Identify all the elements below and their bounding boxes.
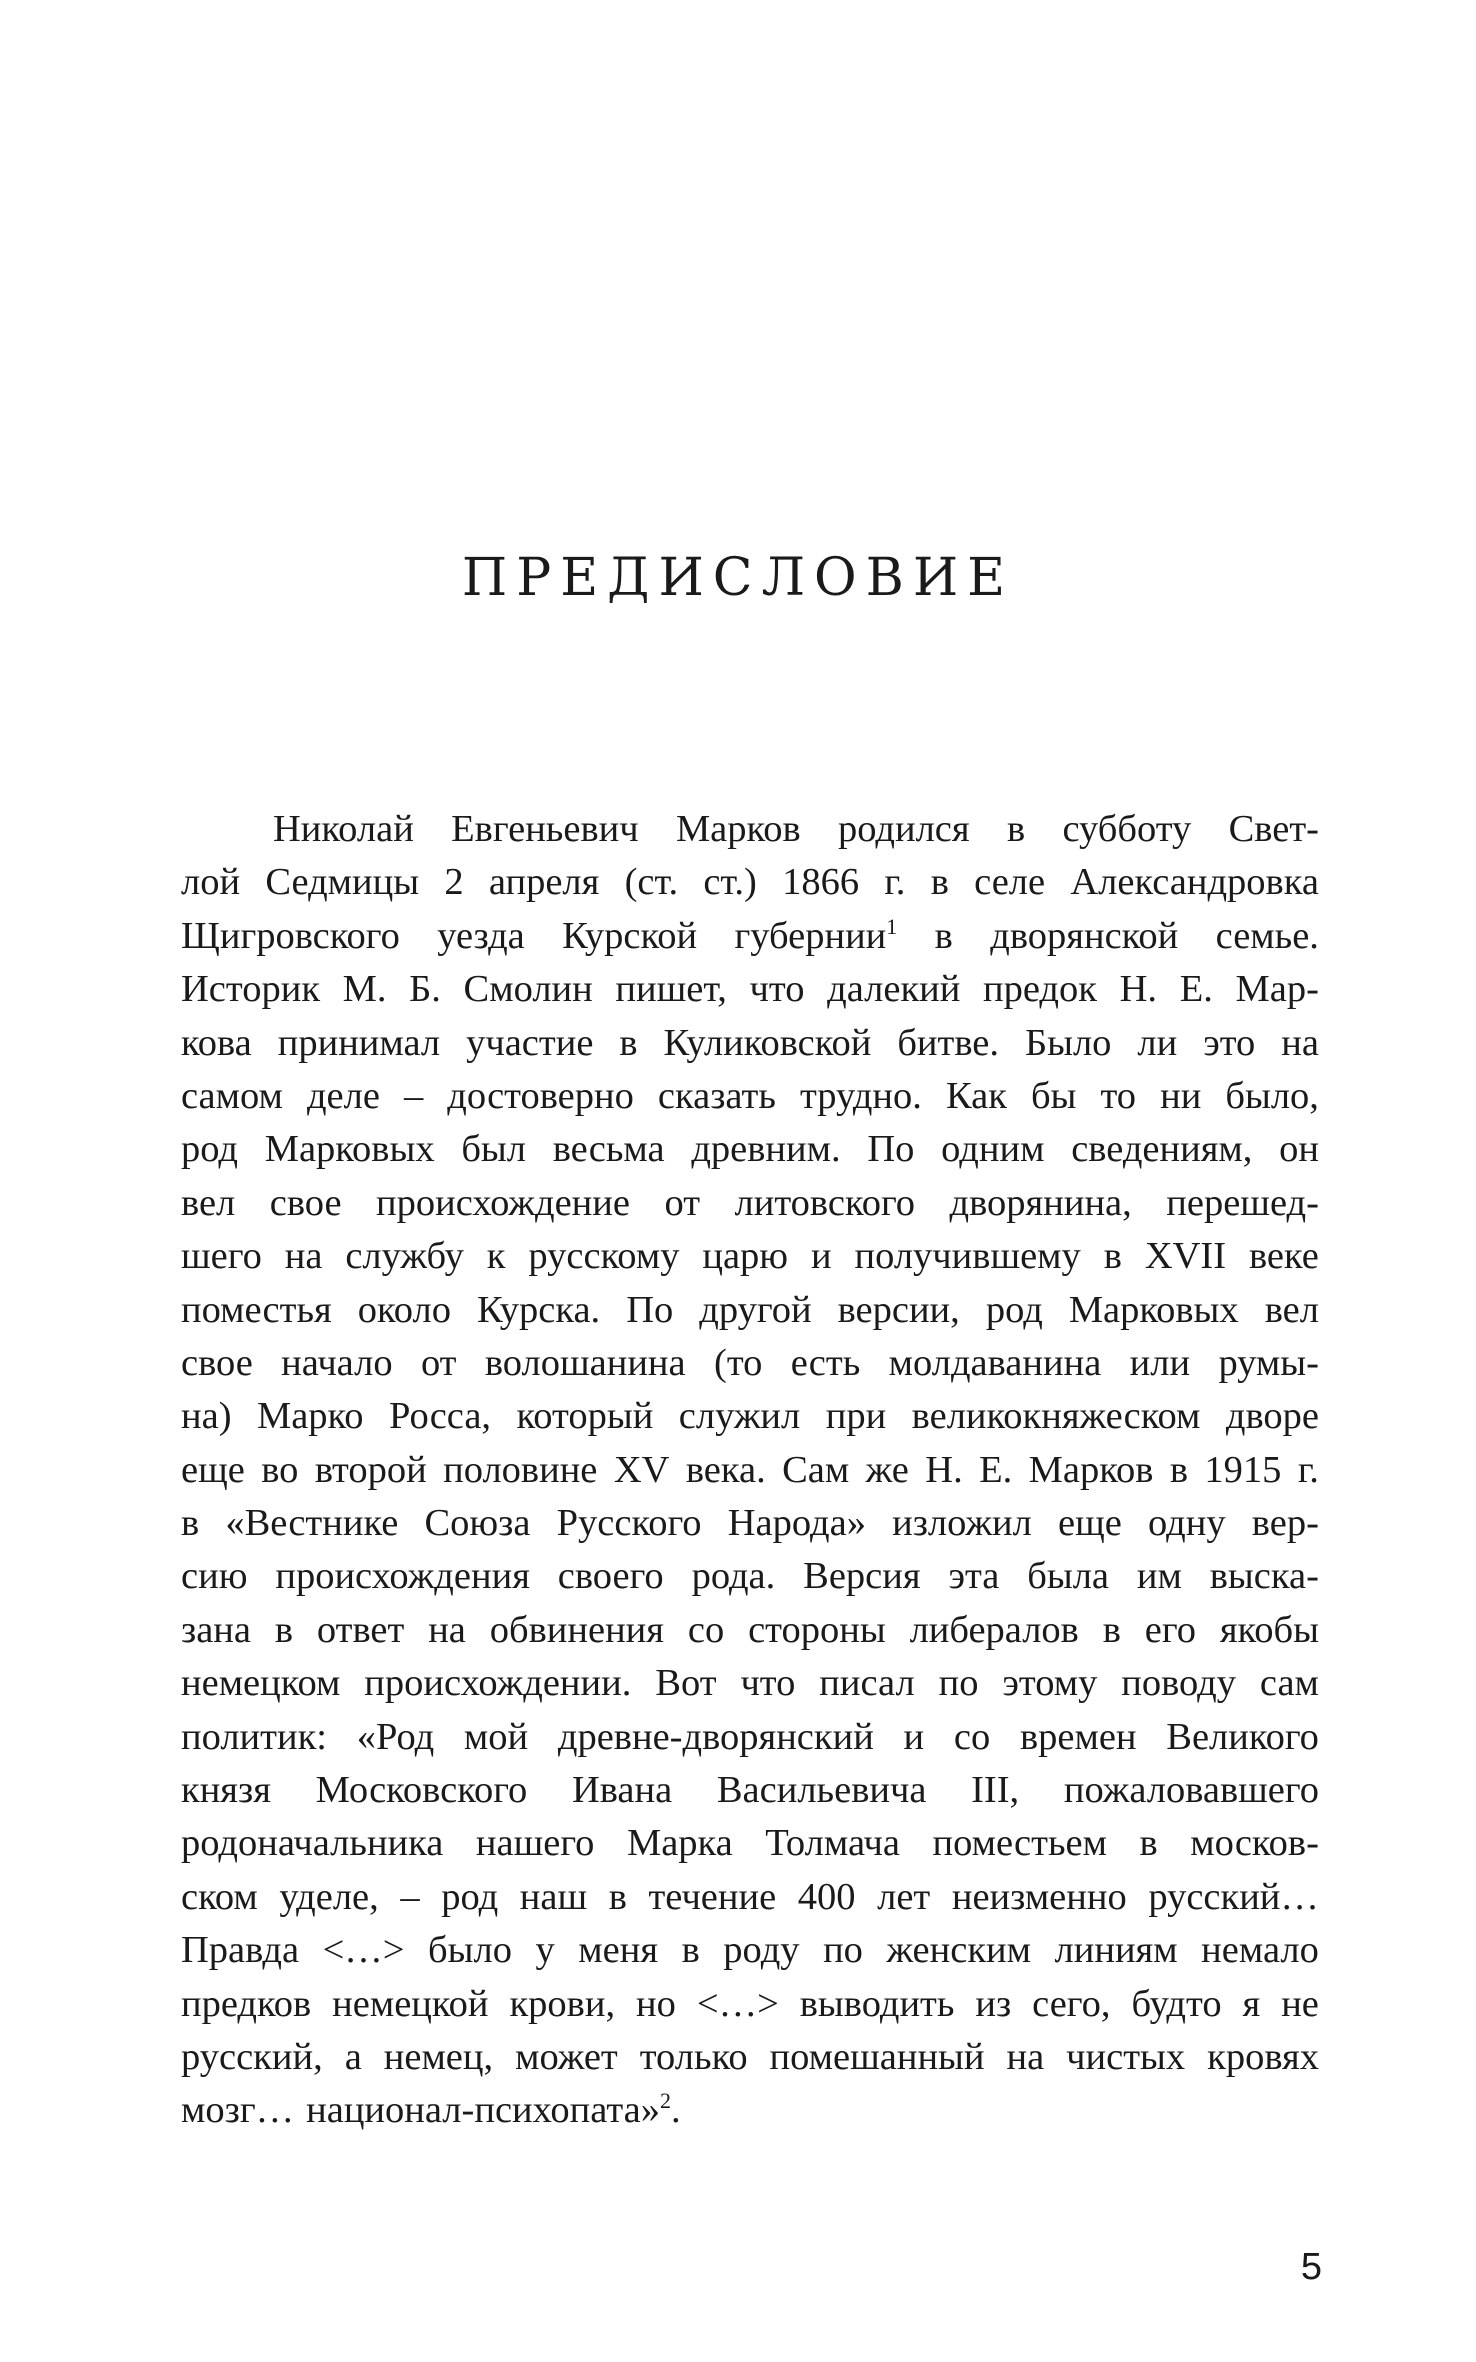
word: «Вестнике: [225, 1502, 399, 1545]
final-period: .: [671, 2089, 681, 2132]
word: русскому: [528, 1235, 680, 1278]
word: в: [1103, 1235, 1122, 1278]
text-line: [181, 1444, 1319, 1497]
text-line: [181, 1070, 1319, 1123]
word: службу: [345, 1235, 464, 1278]
text-line: [181, 1871, 1319, 1924]
word: Марковых: [1068, 1288, 1239, 1331]
word: в: [1169, 1448, 1189, 1491]
word: от: [420, 1341, 457, 1384]
word: это: [1203, 1021, 1256, 1064]
word: Марко: [256, 1395, 364, 1438]
word: ст.): [703, 861, 757, 904]
word: предок: [983, 968, 1097, 1011]
word: то: [1100, 1074, 1137, 1117]
word: получившему: [854, 1235, 1081, 1278]
text-line: [181, 1017, 1319, 1070]
word: «Род: [356, 1715, 435, 1758]
word: сего,: [1032, 1982, 1111, 2025]
word: не: [1281, 1982, 1319, 2025]
word: в: [181, 1502, 200, 1545]
word: Марков: [1028, 1448, 1154, 1491]
word: либералов: [909, 1608, 1079, 1651]
word: Народа»: [727, 1502, 866, 1545]
word: на: [428, 1608, 466, 1651]
word: при: [825, 1395, 887, 1438]
word: Союза: [424, 1502, 531, 1545]
word: род: [181, 1128, 238, 1171]
text-line: [181, 1337, 1319, 1390]
word: достоверно: [447, 1074, 634, 1117]
word: происхождении.: [364, 1662, 632, 1705]
word: 1915: [1204, 1448, 1282, 1491]
footnote-ref-2[interactable]: 2: [660, 2088, 671, 2114]
word: трудно.: [799, 1074, 922, 1117]
word: сию: [181, 1555, 248, 1598]
word: Смолин: [463, 968, 593, 1011]
word: Марка: [626, 1822, 733, 1865]
word: предков: [181, 1982, 312, 2025]
word: шего: [181, 1235, 262, 1278]
word: уезда: [437, 914, 525, 957]
word: г.: [884, 861, 906, 904]
word: царю: [702, 1235, 789, 1278]
word: который: [516, 1395, 654, 1438]
word: Сам: [782, 1448, 850, 1491]
word: женским: [886, 1929, 1031, 1972]
word: меня: [578, 1929, 659, 1972]
word: в: [608, 1875, 627, 1918]
word: кровях: [1207, 2035, 1319, 2078]
word: Версия: [803, 1555, 921, 1598]
word: национал-психопата»$^2$.: [306, 2088, 681, 2132]
text-line: [181, 803, 1319, 856]
word: только: [639, 2035, 748, 2078]
word: что: [749, 968, 805, 1011]
word: сведениям,: [1071, 1128, 1253, 1171]
word: <…>: [696, 1982, 779, 2025]
word: сказать: [657, 1074, 776, 1117]
word: в: [274, 1608, 294, 1651]
word: древне-дворянский: [557, 1715, 874, 1758]
word: (то: [714, 1341, 763, 1384]
word: немецкой: [332, 1982, 489, 2025]
word: вер-: [1251, 1502, 1319, 1545]
text-line: [181, 1764, 1319, 1817]
word: бы: [1030, 1074, 1077, 1117]
word: далекий: [827, 968, 961, 1011]
text-line: [181, 1284, 1319, 1337]
word: великокняжеском: [911, 1395, 1201, 1438]
text-line: [181, 1604, 1319, 1657]
word: или: [1129, 1341, 1191, 1384]
word: выска-: [1209, 1555, 1319, 1598]
word: веке: [1248, 1235, 1319, 1278]
word: половине: [443, 1448, 598, 1491]
word: а: [344, 2035, 362, 2078]
word: семье.: [1215, 914, 1319, 957]
word: III,: [971, 1769, 1020, 1812]
word: политик:: [181, 1715, 327, 1758]
text-line: [181, 1817, 1319, 1870]
word: род: [441, 1875, 499, 1918]
word: происхождения: [275, 1555, 530, 1598]
word: Курска.: [476, 1288, 601, 1331]
text-line: [181, 1711, 1319, 1764]
word: Щигровского: [181, 914, 400, 957]
text-line: [181, 1497, 1319, 1550]
word: крови,: [509, 1982, 616, 2025]
word: По: [867, 1128, 915, 1171]
word: около: [357, 1288, 451, 1331]
word: но: [636, 1982, 676, 2025]
word: Русского: [556, 1502, 702, 1545]
word: Е.: [979, 1448, 1013, 1491]
word: в: [1139, 1822, 1158, 1865]
word: Васильевича: [716, 1769, 927, 1812]
text-line: [181, 1550, 1319, 1603]
word: его: [1144, 1608, 1196, 1651]
word: апреля: [488, 861, 600, 904]
word: Свет-: [1228, 808, 1319, 850]
word: и: [810, 1235, 832, 1278]
word: кова: [181, 1021, 252, 1064]
word: лет: [877, 1875, 931, 1918]
word: молдаванина: [888, 1341, 1102, 1384]
word: Седмицы: [265, 861, 420, 904]
word: волошанина: [484, 1341, 686, 1384]
word: XV: [613, 1448, 670, 1491]
word: зана: [181, 1608, 251, 1651]
word: к: [486, 1235, 506, 1278]
word: на): [181, 1395, 232, 1438]
word: 400: [797, 1875, 856, 1918]
word: немецком: [181, 1662, 341, 1705]
word: Куликовской: [663, 1021, 872, 1064]
word: Как: [945, 1074, 1007, 1117]
word: рода.: [691, 1555, 776, 1598]
word: Мар-: [1235, 968, 1319, 1011]
word: сам: [1259, 1662, 1319, 1705]
word: на: [1006, 2035, 1045, 2078]
word: древним.: [691, 1128, 841, 1171]
text-line: [181, 1390, 1319, 1443]
word: Марков: [675, 808, 801, 850]
word: Правда: [181, 1929, 300, 1972]
text-line: [181, 1123, 1319, 1176]
word: лой: [181, 861, 241, 904]
word: была: [1027, 1555, 1109, 1598]
word: румы-: [1218, 1341, 1319, 1384]
word: по: [823, 1929, 863, 1972]
word: 1866: [782, 861, 860, 904]
text-line: [181, 2084, 1319, 2137]
text-line: [181, 1924, 1319, 1977]
word: течение: [648, 1875, 777, 1918]
word: чистых: [1066, 2035, 1186, 2078]
word: был: [461, 1128, 526, 1171]
word: Н.: [925, 1448, 963, 1491]
word: поместья: [181, 1288, 332, 1331]
text-line: [181, 910, 1319, 963]
word: помешанный: [769, 2035, 985, 2078]
word: на: [284, 1235, 323, 1278]
word: по: [938, 1662, 979, 1705]
word: изложил: [892, 1502, 1032, 1545]
body-paragraph: [181, 803, 1319, 2138]
word: что: [740, 1662, 796, 1705]
word: битве.: [897, 1021, 1000, 1064]
word: версии,: [837, 1288, 960, 1331]
word: губернии$^1$: [734, 913, 898, 957]
word: немало: [1201, 1929, 1319, 1972]
text-line: [181, 1177, 1319, 1230]
word: есть: [790, 1341, 861, 1384]
word: родился: [838, 808, 970, 850]
word: нашего: [475, 1822, 595, 1865]
word: поводу: [1121, 1662, 1236, 1705]
word: во: [261, 1448, 299, 1491]
word: в: [1102, 1608, 1121, 1651]
word: Александровка: [1070, 861, 1319, 904]
word: литовского: [734, 1181, 916, 1224]
text-line: [181, 2031, 1319, 2084]
word: По: [626, 1288, 674, 1331]
word: начало: [281, 1341, 393, 1384]
word: принимал: [277, 1021, 441, 1064]
word: <…>: [322, 1929, 405, 1972]
word: дворе: [1225, 1395, 1319, 1438]
chapter-heading: ПРЕДИСЛОВИЕ: [461, 548, 1015, 608]
footnote-ref-1[interactable]: 1: [886, 913, 898, 939]
word: свое: [269, 1181, 342, 1224]
word: пишет,: [615, 968, 727, 1011]
word: мозг…: [181, 2089, 295, 2132]
word: еще: [1058, 1502, 1122, 1545]
word: вел: [1264, 1288, 1319, 1331]
word: князя: [181, 1769, 271, 1812]
text-line: [181, 1230, 1319, 1283]
word: Марковых: [264, 1128, 435, 1171]
word: выводить: [799, 1982, 955, 2025]
word: якобы: [1219, 1608, 1319, 1651]
word: XVII: [1144, 1235, 1227, 1278]
word: Росса,: [389, 1395, 492, 1438]
word: в: [1006, 808, 1026, 850]
word: вел: [181, 1181, 236, 1224]
word: в: [930, 861, 949, 904]
word: русский…: [1148, 1875, 1319, 1918]
word: со: [953, 1715, 991, 1758]
word: немец,: [383, 2035, 494, 2078]
word: линиям: [1054, 1929, 1178, 1972]
word: обвинения: [489, 1608, 664, 1651]
word: из: [975, 1982, 1012, 2025]
word: писал: [819, 1662, 915, 1705]
word: весьма: [552, 1128, 665, 1171]
word: мой: [463, 1715, 529, 1758]
word: ни: [1160, 1074, 1202, 1117]
text-line: [181, 856, 1319, 909]
word: от: [664, 1181, 701, 1224]
word: со: [687, 1608, 725, 1651]
word: на: [1281, 1021, 1319, 1064]
word: было: [428, 1929, 512, 1972]
word: М.: [342, 968, 387, 1011]
word: я: [1242, 1982, 1261, 2025]
word: было,: [1225, 1074, 1319, 1117]
page-number: 5: [1300, 2246, 1322, 2288]
word: свое: [181, 1341, 253, 1384]
word: –: [400, 1875, 420, 1918]
word: будто: [1131, 1982, 1222, 2025]
word: Б.: [409, 968, 441, 1011]
word: ском: [181, 1875, 258, 1918]
word: времен: [1019, 1715, 1137, 1758]
word: у: [535, 1929, 555, 1972]
word: дворянина,: [949, 1181, 1132, 1224]
word: он: [1279, 1128, 1319, 1171]
word: Было: [1024, 1021, 1112, 1064]
word: русский,: [181, 2035, 323, 2078]
word: в: [934, 914, 953, 957]
word: селе: [974, 861, 1046, 904]
word: г.: [1297, 1448, 1319, 1491]
word: служил: [678, 1395, 801, 1438]
word: же: [865, 1448, 909, 1491]
word: этому: [1002, 1662, 1098, 1705]
word: в: [681, 1929, 700, 1972]
text-line: [181, 963, 1319, 1016]
word: самом: [181, 1074, 283, 1117]
word: Ивана: [571, 1769, 673, 1812]
word: Великого: [1166, 1715, 1319, 1758]
word: Московского: [315, 1769, 528, 1812]
word: второй: [314, 1448, 427, 1491]
word: может: [515, 2035, 618, 2078]
word: века.: [685, 1448, 766, 1491]
word: (ст.: [624, 861, 679, 904]
word: одну: [1148, 1502, 1226, 1545]
word: субботу: [1062, 808, 1192, 850]
word: уделе,: [279, 1875, 379, 1918]
word: Толмача: [765, 1822, 900, 1865]
word: ответ: [316, 1608, 405, 1651]
word: поместьем: [932, 1822, 1107, 1865]
word: ли: [1137, 1021, 1178, 1064]
word: неизменно: [951, 1875, 1127, 1918]
word: еще: [181, 1448, 245, 1491]
word: –: [403, 1074, 424, 1117]
word: москов-: [1190, 1822, 1319, 1865]
word: Николай: [273, 808, 414, 850]
word: род: [985, 1288, 1043, 1331]
word: Н.: [1119, 968, 1158, 1011]
word: Е.: [1179, 968, 1213, 1011]
word: им: [1136, 1555, 1182, 1598]
word: и: [903, 1715, 925, 1758]
word: пожаловавшего: [1063, 1769, 1319, 1812]
word: Курской: [562, 914, 698, 957]
word: наш: [519, 1875, 588, 1918]
word: происхождение: [376, 1181, 630, 1224]
text-line: [181, 1657, 1319, 1710]
word: родоначальника: [181, 1822, 444, 1865]
word: другой: [699, 1288, 812, 1331]
word: 2: [444, 861, 464, 904]
word: деле: [306, 1074, 380, 1117]
word: Историк: [181, 968, 321, 1011]
word: стороны: [748, 1608, 886, 1651]
text-line: [181, 1978, 1319, 2031]
word: роду: [723, 1929, 800, 1972]
word: эта: [948, 1555, 1000, 1598]
word: участие: [466, 1021, 594, 1064]
word: Вот: [655, 1662, 717, 1705]
word: одним: [941, 1128, 1045, 1171]
word: Евгеньевич: [451, 808, 639, 850]
word: в: [619, 1021, 638, 1064]
word: перешед-: [1166, 1181, 1319, 1224]
word: дворянской: [990, 914, 1179, 957]
word: своего: [557, 1555, 664, 1598]
